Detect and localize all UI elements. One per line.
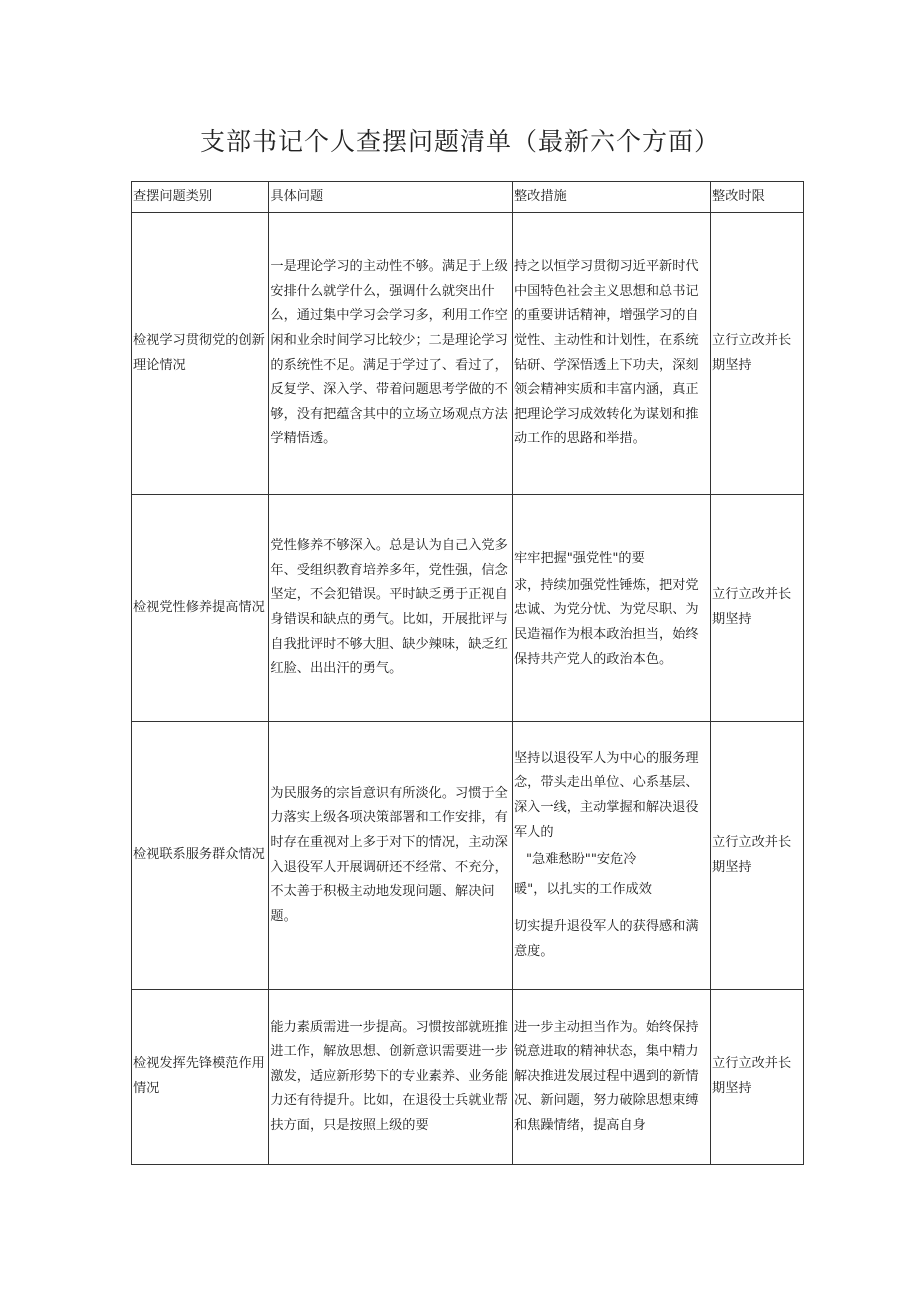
header-category: 查摆问题类别 [132, 182, 269, 213]
row-problem: 为民服务的宗旨意识有所淡化。习惯于全力落实上级各项决策部署和工作安排，有时存在重视对上多于对下的情况，主动深入退役军人开展调研还不经常、不充分，不太善于积极主动地发现问题、解决问题。 [269, 722, 513, 990]
header-problem: 具体问题 [269, 182, 513, 213]
table-row [132, 990, 804, 1165]
row-measure [512, 495, 710, 722]
row-category: 检视发挥先锋模范作用情况 [132, 990, 269, 1165]
row-category: 检视学习贯彻党的创新理论情况 [132, 213, 269, 495]
row-category: 检视联系服务群众情况 [132, 722, 269, 990]
row-measure: 进一步主动担当作为。始终保持锐意进取的精神状态，集中精力解决推进发展过程中遇到的新情况、新问题，努力破除思想束缚和焦躁情绪，提高自身 [512, 990, 710, 1165]
row-deadline: 立行立改并长期坚持 [711, 213, 804, 495]
table-header-row [132, 182, 804, 213]
measure-line: 切实提升退役军人的获得感和满意度。 [513, 919, 699, 959]
row-category: 检视党性修养提高情况 [132, 495, 269, 722]
header-measure: 整改措施 [512, 182, 710, 213]
table-row [132, 213, 804, 495]
row-deadline: 立行立改并长期坚持 [711, 722, 804, 990]
issues-table [131, 181, 804, 1165]
row-problem: 党性修养不够深入。总是认为自己入党多年、受组织教育培养多年，党性强，信念坚定，不会犯错误。平时缺乏勇于正视自身错误和缺点的勇气。比如，开展批评与自我批评时不够大胆、缺少辣味，缺乏红红脸、出出汗的勇气。 [269, 495, 513, 722]
measure-line: 求，持续加强党性锤炼，把对党忠诚、为党分忧、为党尽职、为民造福作为根本政治担当，始终保持共产党人的政治本色。 [513, 577, 699, 667]
table-row [132, 722, 804, 990]
table-row [132, 495, 804, 722]
measure-line: 暖"，以扎实的工作成效 [513, 882, 652, 898]
measure-line: 牢牢把握"强党性"的要 [513, 550, 645, 566]
row-measure: 持之以恒学习贯彻习近平新时代中国特色社会主义思想和总书记的重要讲话精神，增强学习的自觉性、主动性和计划性，在系统钻研、学深悟透上下功夫，深刻领会精神实质和丰富内涵，真正把理论学习成效转化为谋划和推动工作的思路和举措。 [512, 213, 710, 495]
row-deadline: 立行立改并长期坚持 [711, 495, 804, 722]
row-measure [512, 722, 710, 990]
row-problem: 一是理论学习的主动性不够。满足于上级安排什么就学什么，强调什么就突出什么，通过集中学习会学习多，利用工作空闲和业余时间学习比较少；二是理论学习的系统性不足。满足于学过了、看过了，反复学、深入学、带着问题思考学做的不够，没有把蕴含其中的立场立场观点方法学精悟透。 [269, 213, 513, 495]
row-problem: 能力素质需进一步提高。习惯按部就班推进工作，解放思想、创新意识需要进一步激发，适应新形势下的专业素养、业务能力还有待提升。比如，在退役士兵就业帮扶方面，只是按照上级的要 [269, 990, 513, 1165]
row-deadline: 立行立改并长期坚持 [711, 990, 804, 1165]
measure-line: "急难愁盼""安危冷 [525, 852, 637, 868]
document-title: 支部书记个人查摆问题清单（最新六个方面） [199, 127, 720, 156]
measure-line: 坚持以退役军人为中心的服务理念，带头走出单位、心系基层、深入一线，主动掌握和解决退役军人的 [513, 750, 699, 840]
header-deadline: 整改时限 [711, 182, 804, 213]
